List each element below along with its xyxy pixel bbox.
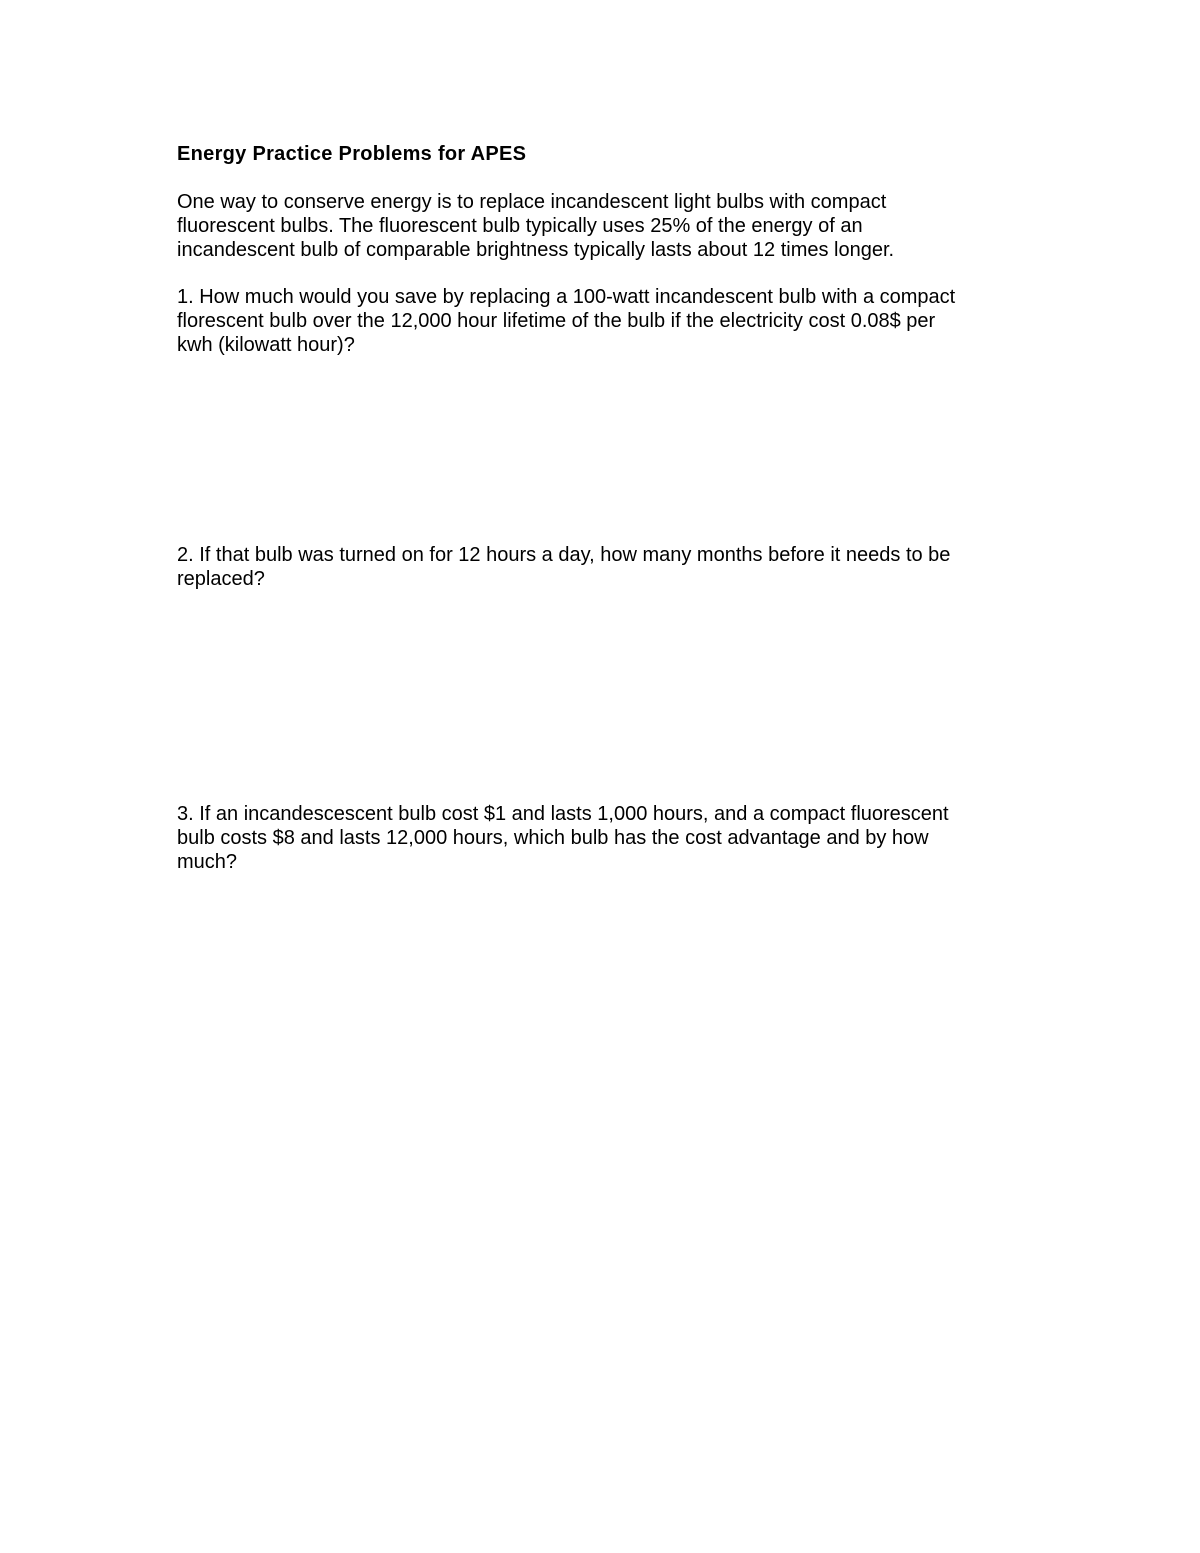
question-3-line: bulb costs $8 and lasts 12,000 hours, which bulb has the cost advantage and by how [177,827,929,849]
intro-line: One way to conserve energy is to replace incandescent light bulbs with compact [177,191,887,213]
question-3-line: 3. If an incandescescent bulb cost $1 and lasts 1,000 hours, and a compact fluorescent [177,803,949,825]
intro-line: fluorescent bulbs. The fluorescent bulb typically uses 25% of the energy of an [177,215,863,237]
intro-line: incandescent bulb of comparable brightness typically lasts about 12 times longer. [177,239,895,261]
question-2-line: replaced? [177,568,265,590]
question-2-line: 2. If that bulb was turned on for 12 hours a day, how many months before it needs to be [177,544,951,566]
document-title: Energy Practice Problems for APES [177,143,527,165]
question-1-line: kwh (kilowatt hour)? [177,334,355,356]
question-3-line: much? [177,851,238,873]
question-1-line: florescent bulb over the 12,000 hour lifetime of the bulb if the electricity cost 0.08$ per [177,310,936,332]
question-1-line: 1. How much would you save by replacing a 100-watt incandescent bulb with a compact [177,286,956,308]
